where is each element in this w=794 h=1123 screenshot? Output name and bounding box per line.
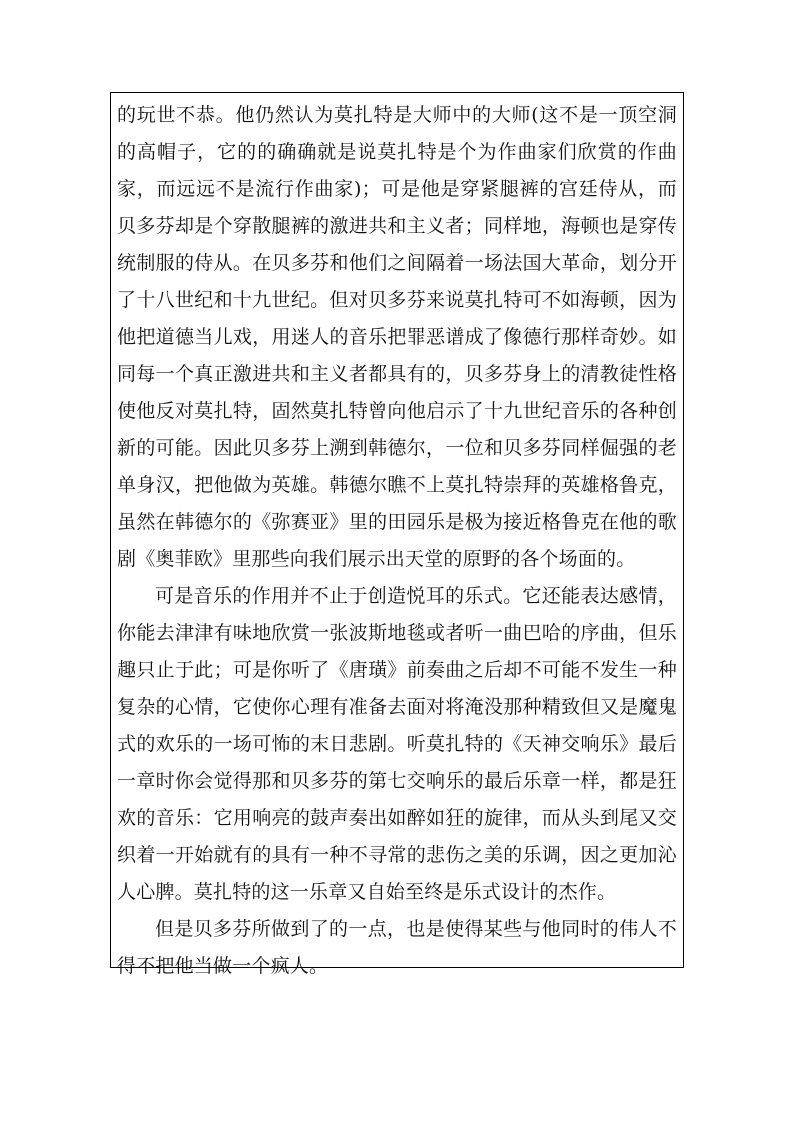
- paragraph-3: 但是贝多芬所做到了的一点，也是使得某些与他同时的伟人不得不把他当做一个疯人。: [117, 918, 677, 977]
- paragraph-1: 的玩世不恭。他仍然认为莫扎特是大师中的大师(这不是一顶空洞的高帽子，它的的确确就是说莫扎特是个为作曲家们欣赏的作曲家，而远远不是流行作曲家)；可是他是穿紧腿裤的宫廷侍从，而贝多芬却是个穿散腿裤的激进共和主义者；同样地，海顿也是穿传统制服的侍从。在贝多芬和他们之间隔着一场法国大革命，划分开了十八世纪和十九世纪。但对贝多芬来说莫扎特可不如海顿，因为他把道德当儿戏，用迷人的音乐把罪恶谱成了像德行那样奇妙。如同每一个真正激进共和主义者都具有的，贝多芬身上的清教徒性格使他反对莫扎特，固然莫扎特曾向他启示了十九世纪音乐的各种创新的可能。因此贝多芬上溯到韩德尔，一位和贝多芬同样倔强的老单身汉，把他做为英雄。韩德尔瞧不上莫扎特崇拜的英雄格鲁克，虽然在韩德尔的《弥赛亚》里的田园乐是极为接近格鲁克在他的歌剧《奥菲欧》里那些向我们展示出天堂的原野的各个场面的。: [117, 104, 677, 570]
- paragraph-2: 可是音乐的作用并不止于创造悦耳的乐式。它还能表达感情，你能去津津有味地欣赏一张波斯地毯或者听一曲巴哈的序曲，但乐趣只止于此；可是你听了《唐璜》前奏曲之后却不可能不发生一种复杂的心情，它使你心理有准备去面对将淹没那种精致但又是魔鬼式的欢乐的一场可怖的末日悲剧。听莫扎特的《天神交响乐》最后一章时你会觉得那和贝多芬的第七交响乐的最后乐章一样，都是狂欢的音乐：它用响亮的鼓声奏出如醉如狂的旋律，而从头到尾又交织着一开始就有的具有一种不寻常的悲伤之美的乐调，因之更加沁人心脾。莫扎特的这一乐章又自始至终是乐式设计的杰作。: [117, 585, 677, 903]
- document-body: [117, 93, 677, 985]
- text-frame: [110, 92, 684, 977]
